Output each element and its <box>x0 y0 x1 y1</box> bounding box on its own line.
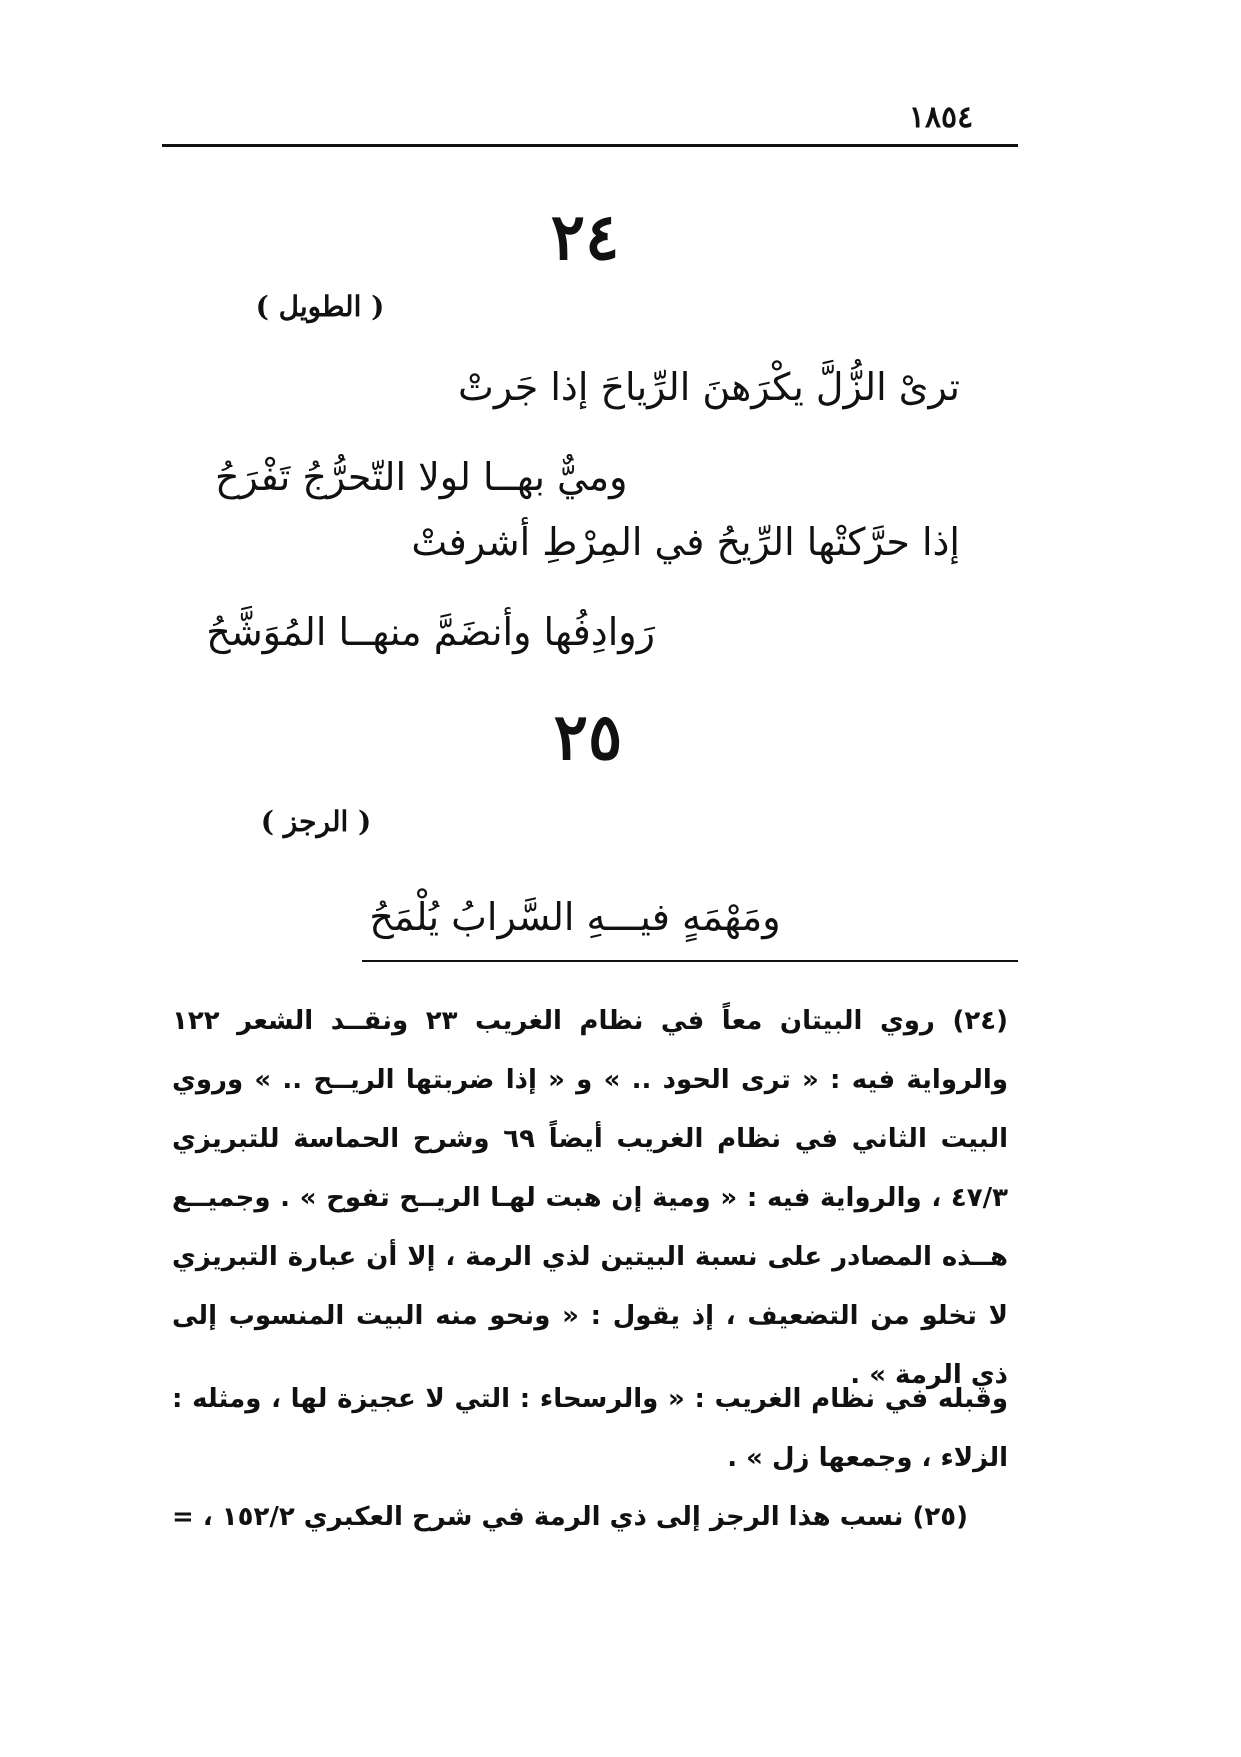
verse-hemistich: رَوادِفُها وأنضَمَّ منهــا المُوَشَّحُ <box>206 610 655 654</box>
poem-number-24: ٢٤ <box>550 200 620 275</box>
footnotes-rule <box>362 960 1018 962</box>
verse-line: ومَهْمَهٍ فيـــهِ السَّرابُ يُلْمَحُ <box>369 895 781 939</box>
poem-meter-24: ( الطويل ) <box>255 290 385 323</box>
poem-meter-25: ( الرجز ) <box>260 805 372 838</box>
footnote-25: (٢٥) نسب هذا الرجز إلى ذي الرمة في شرح العكبري ١٥٢/٢ ، = <box>172 1502 969 1532</box>
verse-hemistich: إذا حرَّكتْها الرِّيحُ في المِرْطِ أشرفتْ <box>411 520 960 564</box>
footnote-24: (٢٤) روي البيتان معاً في نظام الغريب ٢٣ ونقــد الشعر ١٢٢ والرواية فيه : « ترى الحود .. » و « إذا ضربتها الريــح .. » وروي البيت الثاني في نظام الغريب أيضاً ٦٩ وشرح الحماسة للتبريزي ٤٧/٣ ، والرواية فيه : « ومية إن هبت لهـا الريــح تفوح » . وجميــع هــذه المصادر على نسبة البيتين لذي الرمة ، إلا أن عبارة التبريزي لا تخلو من التضعيف ، إذ يقول : « ونحو منه البيت المنسوب إلى ذي الرمة » . <box>172 1006 1009 1390</box>
header-rule <box>162 144 1018 147</box>
verse-hemistich: ترىْ الزُّلَّ يكْرَهنَ الرِّياحَ إذا جَرتْ <box>458 365 960 409</box>
page-number: ١٨٥٤ <box>908 100 974 135</box>
footnote-24-continued: وقبله في نظام الغريب : « والرسحاء : التي لا عجيزة لها ، ومثله : الزلاء ، وجمعها زل » . <box>172 1384 1008 1473</box>
poem-number-25: ٢٥ <box>553 700 623 775</box>
verse-hemistich: وميٌّ بهــا لولا التّحرُّجُ تَفْرَحُ <box>215 455 628 499</box>
